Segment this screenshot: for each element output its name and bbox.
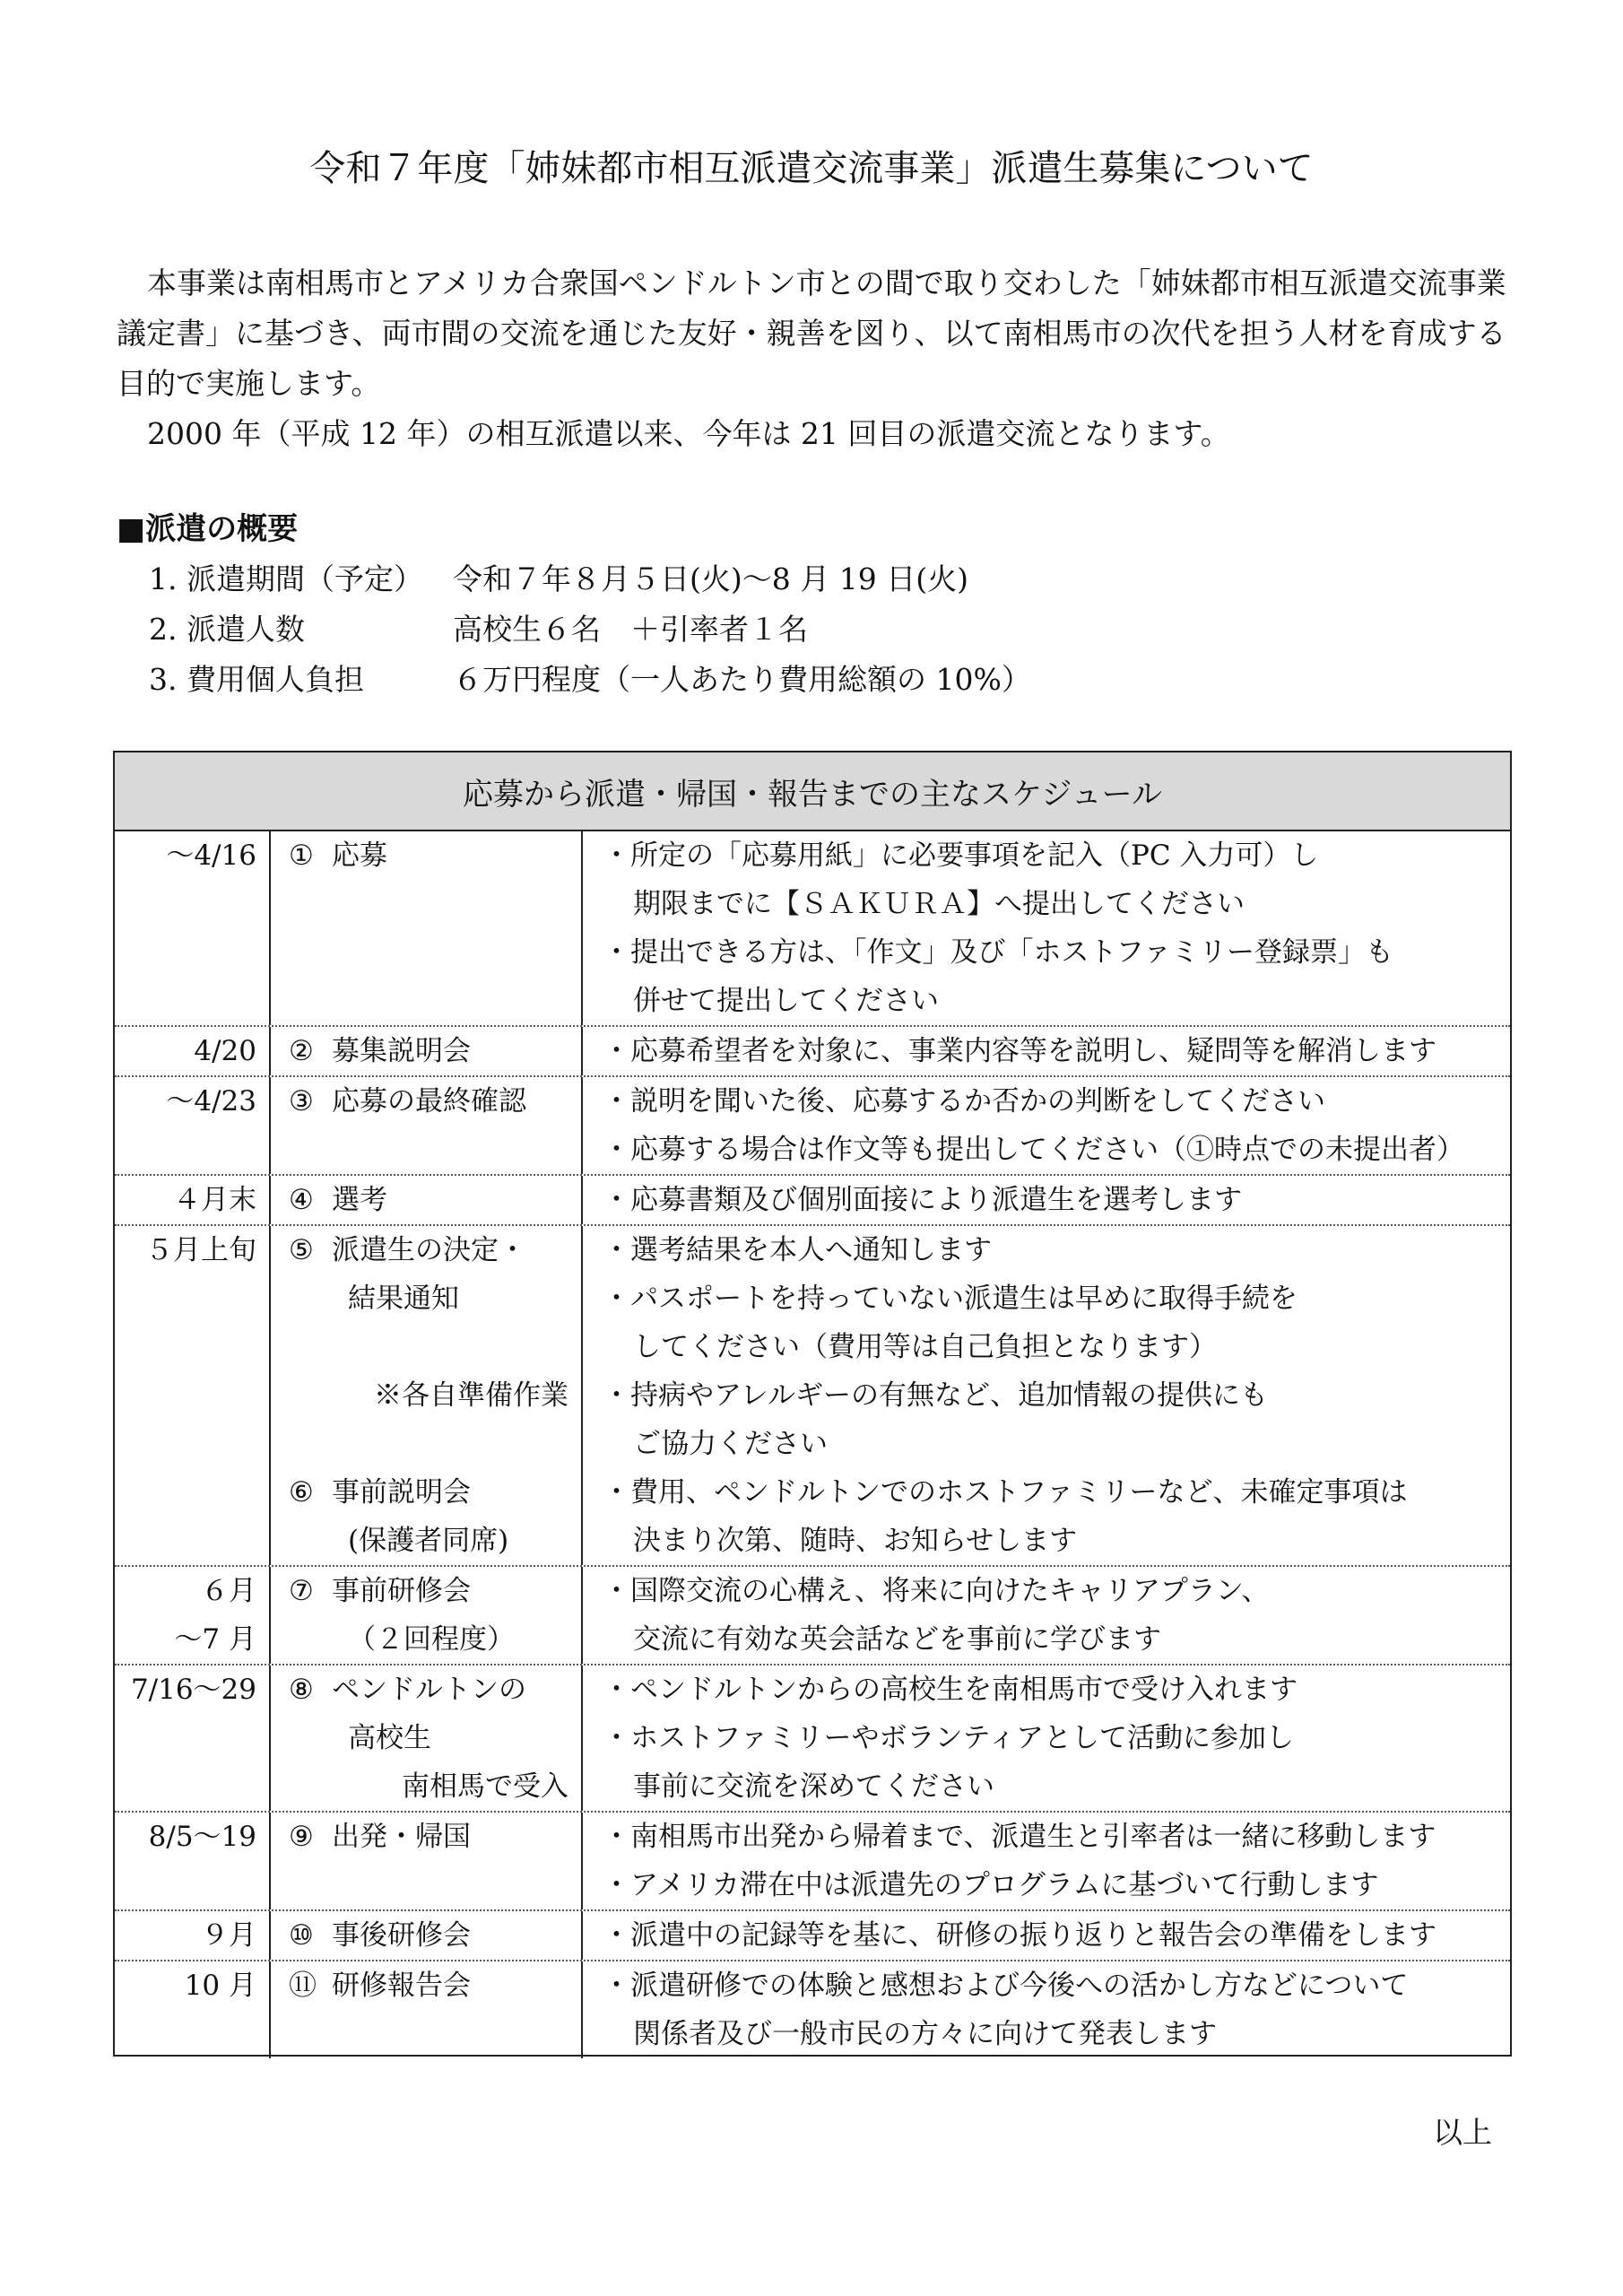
schedule-description xyxy=(583,1027,1510,1075)
schedule-step xyxy=(271,1567,583,1664)
schedule-date: ～4/23 xyxy=(115,1077,271,1174)
schedule-step xyxy=(271,1226,583,1565)
step-label xyxy=(289,1126,581,1174)
step-label xyxy=(289,2010,581,2058)
schedule-row xyxy=(115,1224,1510,1565)
description-line: 事前に交流を深めてください xyxy=(633,1770,994,1803)
step-label: ペンドルトンの xyxy=(332,1674,526,1706)
schedule-row xyxy=(115,831,1510,1025)
description-line: ・費用、ペンドルトンでのホストファミリーなど、未確定事項は xyxy=(603,1476,1408,1509)
description-line: ・応募書類及び個別面接により派遣生を選考します xyxy=(603,1184,1242,1216)
overview-heading: ■派遣の概要 xyxy=(117,511,299,547)
schedule-table xyxy=(113,751,1512,2057)
schedule-header: 応募から派遣・帰国・報告までの主なスケジュール xyxy=(115,752,1510,831)
overview-label: 2. 派遣人数 xyxy=(149,612,305,647)
description-line: ・ペンドルトンからの高校生を南相馬市で受け入れます xyxy=(603,1674,1298,1706)
schedule-date: 8/5～19 xyxy=(115,1813,271,1909)
step-line xyxy=(289,1226,581,1274)
intro-section xyxy=(117,258,1515,459)
step-line xyxy=(289,1567,581,1615)
schedule-date: ５月上旬 xyxy=(115,1226,271,1565)
step-line xyxy=(289,831,581,880)
step-label: （２回程度） xyxy=(348,1623,515,1656)
intro-paragraph: 本事業は南相馬市とアメリカ合衆国ペンドルトン市との間で取り交わした「姉妹都市相互派遣交流事業議定書」に基づき、両市間の交流を通じた友好・親善を図り、以て南相馬市の次代を担う人材を育成する目的で実施します。 xyxy=(117,265,1506,401)
schedule-date: ４月末 xyxy=(115,1176,271,1224)
schedule-description xyxy=(583,1077,1510,1174)
step-line xyxy=(289,1813,581,1861)
schedule-description xyxy=(583,1567,1510,1664)
step-number: ⑥ xyxy=(289,1476,314,1509)
step-label: 研修報告会 xyxy=(332,1970,471,2002)
overview-value: 高校生６名 ＋引率者１名 xyxy=(453,612,808,647)
step-number: ① xyxy=(289,839,314,872)
step-label xyxy=(289,977,581,1025)
overview-label: 1. 派遣期間（予定） xyxy=(149,561,423,596)
schedule-row xyxy=(115,1075,1510,1174)
description-line: ・ホストファミリーやボランティアとして活動に参加し xyxy=(603,1722,1294,1754)
intro-paragraph: 2000 年（平成 12 年）の相互派遣以来、今年は 21 回目の派遣交流となります。 xyxy=(147,416,1230,451)
schedule-step xyxy=(271,1911,583,1960)
schedule-description xyxy=(583,1176,1510,1224)
step-label xyxy=(289,880,581,928)
schedule-row xyxy=(115,1174,1510,1224)
schedule-step xyxy=(271,1077,583,1174)
step-label: 応募の最終確認 xyxy=(332,1085,526,1118)
step-line xyxy=(289,1665,581,1714)
step-line xyxy=(289,1911,581,1960)
description-line: ・持病やアレルギーの有無など、追加情報の提供にも xyxy=(603,1379,1268,1412)
step-label: 出発・帰国 xyxy=(332,1821,471,1853)
step-line xyxy=(289,1027,581,1075)
step-number: ⑪ xyxy=(289,1970,317,2002)
description-line: ・提出できる方は、「作文」及び「ホストファミリー登録票」も xyxy=(603,936,1393,969)
description-line: 交流に有効な英会話などを事前に学びます xyxy=(633,1623,1161,1656)
schedule-date: ９月 xyxy=(115,1911,271,1960)
schedule-date: ～4/16 xyxy=(115,831,271,1025)
schedule-description xyxy=(583,1665,1510,1811)
description-line: ・応募する場合は作文等も提出してください（①時点での未提出者） xyxy=(603,1134,1464,1166)
step-number: ⑨ xyxy=(289,1821,314,1853)
schedule-date: ６月 ～7 月 xyxy=(115,1567,271,1664)
description-line: ・派遣研修での体験と感想および今後への活かし方などについて xyxy=(603,1970,1409,2002)
schedule-step xyxy=(271,1027,583,1075)
step-number: ⑤ xyxy=(289,1234,314,1266)
schedule-date: 4/20 xyxy=(115,1027,271,1075)
schedule-row xyxy=(115,1025,1510,1075)
schedule-row xyxy=(115,1565,1510,1664)
description-line: 併せて提出してください xyxy=(633,985,939,1017)
step-label: 事前説明会 xyxy=(332,1476,471,1509)
closing-text: 以上 xyxy=(1433,2115,1492,2150)
description-line: 決まり次第、随時、お知らせします xyxy=(633,1525,1078,1557)
description-line: ・派遣中の記録等を基に、研修の振り返りと報告会の準備をします xyxy=(603,1919,1436,1952)
step-label xyxy=(289,1861,581,1909)
overview-value: ６万円程度（一人あたり費用総額の 10%） xyxy=(453,662,1031,697)
step-spacer xyxy=(289,1420,581,1468)
description-line: 期限までに【ＳＡＫＵＲＡ】へ提出してください xyxy=(633,888,1245,920)
description-line: ・説明を聞いた後、応募するか否かの判断をしてください xyxy=(603,1085,1325,1118)
overview-item-count xyxy=(117,604,1515,655)
step-number: ③ xyxy=(289,1085,314,1118)
step-label: 結果通知 xyxy=(348,1283,459,1315)
schedule-step xyxy=(271,1176,583,1224)
schedule-rows xyxy=(115,831,1510,2058)
overview-item-period xyxy=(117,554,1515,604)
description-line: ・国際交流の心構え、将来に向けたキャリアプラン、 xyxy=(603,1575,1270,1607)
step-label: 応募 xyxy=(332,839,387,872)
step-label: 事後研修会 xyxy=(332,1919,471,1952)
description-line: ・パスポートを持っていない派遣生は早めに取得手続を xyxy=(603,1283,1298,1315)
description-line: 関係者及び一般市民の方々に向けて発表します xyxy=(633,2018,1217,2050)
schedule-row xyxy=(115,1811,1510,1909)
schedule-date: 7/16～29 xyxy=(115,1665,271,1811)
step-line xyxy=(289,1077,581,1126)
overview-section xyxy=(117,504,1515,705)
step-label: 派遣生の決定・ xyxy=(332,1234,526,1266)
step-number: ⑩ xyxy=(289,1919,314,1952)
step-label: 高校生 xyxy=(348,1722,431,1754)
step-line xyxy=(289,1468,581,1517)
schedule-row xyxy=(115,1664,1510,1811)
schedule-row xyxy=(115,1909,1510,1960)
description-line: ・南相馬市出発から帰着まで、派遣生と引率者は一緒に移動します xyxy=(603,1821,1436,1853)
step-label: (保護者同席) xyxy=(348,1525,509,1557)
step-label xyxy=(289,928,581,977)
schedule-description xyxy=(583,1911,1510,1960)
description-line: ・選考結果を本人へ通知します xyxy=(603,1234,992,1266)
schedule-step xyxy=(271,1961,583,2058)
step-number: ④ xyxy=(289,1184,314,1216)
description-line: ご協力ください xyxy=(633,1428,828,1460)
step-label: 事前研修会 xyxy=(332,1575,471,1607)
description-line: してください（費用等は自己負担となります） xyxy=(633,1331,1217,1363)
description-line: ・応募希望者を対象に、事業内容等を説明し、疑問等を解消します xyxy=(603,1035,1436,1067)
schedule-row xyxy=(115,1960,1510,2058)
description-line: ・アメリカ滞在中は派遣先のプログラムに基づいて行動します xyxy=(603,1869,1379,1901)
step-label: 選考 xyxy=(332,1184,387,1216)
step-label: 募集説明会 xyxy=(332,1035,471,1067)
step-spacer xyxy=(289,1323,581,1371)
schedule-step xyxy=(271,1813,583,1909)
schedule-description xyxy=(583,831,1510,1025)
step-number: ② xyxy=(289,1035,314,1067)
schedule-step xyxy=(271,1665,583,1811)
step-note: 南相馬で受入 xyxy=(402,1770,568,1803)
step-number: ⑦ xyxy=(289,1575,314,1607)
schedule-step xyxy=(271,831,583,1025)
document-title: 令和７年度「姉妹都市相互派遣交流事業」派遣生募集について xyxy=(309,148,1314,189)
schedule-description xyxy=(583,1961,1510,2058)
schedule-description xyxy=(583,1813,1510,1909)
overview-value: 令和７年８月５日(火)～8 月 19 日(火) xyxy=(453,561,968,596)
step-line xyxy=(289,1961,581,2010)
overview-label: 3. 費用個人負担 xyxy=(149,662,364,697)
overview-item-cost xyxy=(117,655,1515,705)
description-line: ・所定の「応募用紙」に必要事項を記入（PC 入力可）し xyxy=(603,839,1319,872)
schedule-date: 10 月 xyxy=(115,1961,271,2058)
schedule-description xyxy=(583,1226,1510,1565)
step-line xyxy=(289,1176,581,1224)
step-number: ⑧ xyxy=(289,1674,314,1706)
step-note: ※各自準備作業 xyxy=(374,1379,568,1412)
